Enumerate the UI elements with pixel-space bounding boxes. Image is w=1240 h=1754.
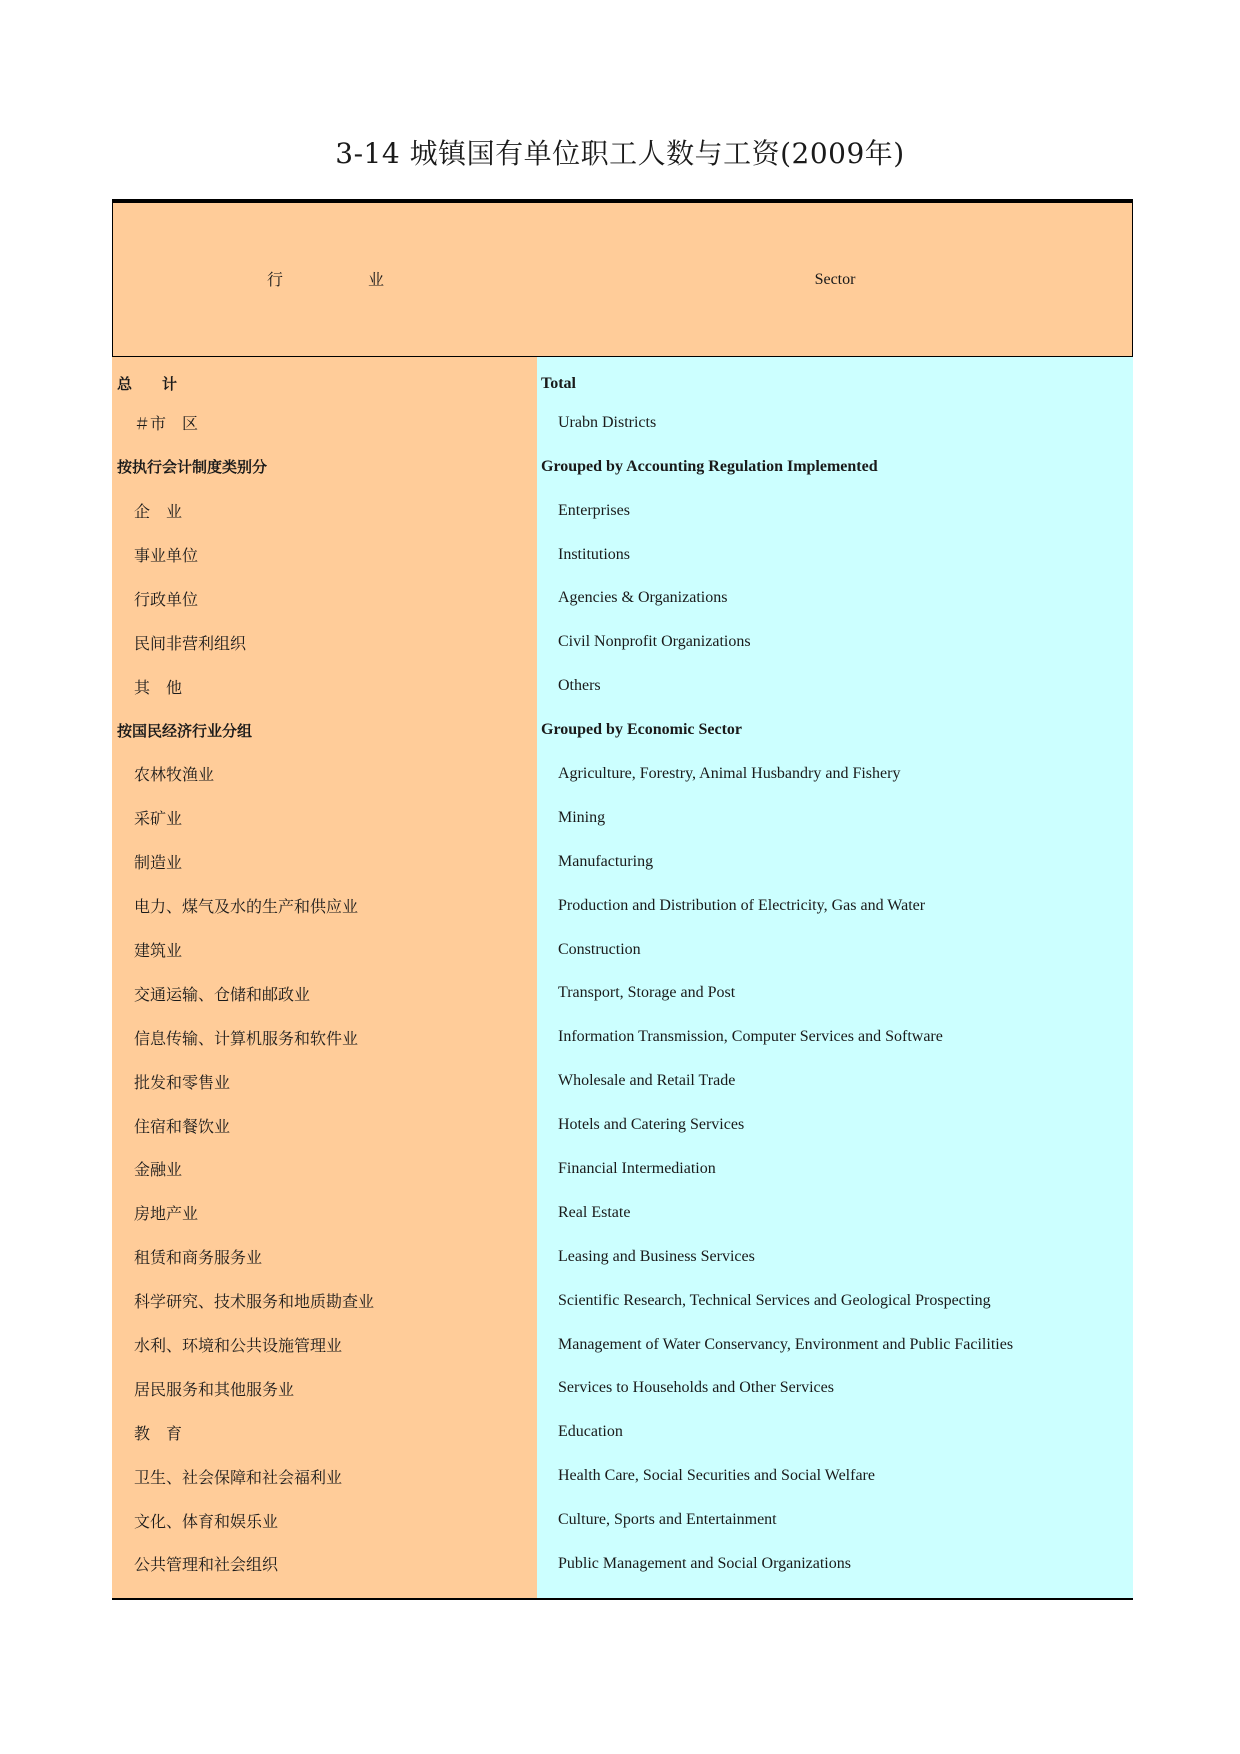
table-row bbox=[112, 1015, 1133, 1059]
sector-name-en: Grouped by Economic Sector bbox=[537, 708, 1133, 752]
sector-name-cn: 公共管理和社会组织 bbox=[112, 1542, 537, 1586]
table-row bbox=[112, 1542, 1133, 1586]
sector-table bbox=[112, 199, 1133, 1600]
sector-name-en: Information Transmission, Computer Services and Software bbox=[537, 1015, 1133, 1059]
sector-name-en: Construction bbox=[537, 928, 1133, 972]
table-header bbox=[112, 203, 1133, 357]
sector-name-cn: 交通运输、仓储和邮政业 bbox=[112, 971, 537, 1015]
table-row bbox=[112, 664, 1133, 708]
sector-name-cn: 信息传输、计算机服务和软件业 bbox=[112, 1015, 537, 1059]
sector-name-en: Agriculture, Forestry, Animal Husbandry and Fishery bbox=[537, 752, 1133, 796]
sector-name-cn: 建筑业 bbox=[112, 928, 537, 972]
sector-name-cn: 采矿业 bbox=[112, 796, 537, 840]
table-row bbox=[112, 1147, 1133, 1191]
table-row bbox=[112, 445, 1133, 489]
sector-name-cn: 制造业 bbox=[112, 840, 537, 884]
table-row bbox=[112, 796, 1133, 840]
sector-name-en: Wholesale and Retail Trade bbox=[537, 1059, 1133, 1103]
sector-name-en: Agencies & Organizations bbox=[537, 576, 1133, 620]
sector-name-en: Total bbox=[537, 357, 1133, 401]
sector-name-cn: 电力、煤气及水的生产和供应业 bbox=[112, 884, 537, 928]
sector-name-en: Others bbox=[537, 664, 1133, 708]
sector-name-cn: 总 计 bbox=[112, 357, 537, 401]
table-row bbox=[112, 533, 1133, 577]
table-row bbox=[112, 1454, 1133, 1498]
sector-name-en: Grouped by Accounting Regulation Implemented bbox=[537, 445, 1133, 489]
sector-name-en: Mining bbox=[537, 796, 1133, 840]
sector-name-cn: 科学研究、技术服务和地质勘查业 bbox=[112, 1279, 537, 1323]
sector-name-cn: 金融业 bbox=[112, 1147, 537, 1191]
table-row bbox=[112, 884, 1133, 928]
sector-name-en: Culture, Sports and Entertainment bbox=[537, 1498, 1133, 1542]
sector-name-cn: 按国民经济行业分组 bbox=[112, 708, 537, 752]
page-title: 3-14 城镇国有单位职工人数与工资(2009年) bbox=[335, 137, 905, 170]
header-sector-en: Sector bbox=[814, 271, 856, 288]
table-row bbox=[112, 1323, 1133, 1367]
sector-name-en: Education bbox=[537, 1410, 1133, 1454]
sector-name-cn: ＃市 区 bbox=[112, 401, 537, 445]
sector-name-en: Management of Water Conservancy, Environment and Public Facilities bbox=[537, 1323, 1133, 1367]
table-row bbox=[112, 708, 1133, 752]
sector-name-en: Transport, Storage and Post bbox=[537, 971, 1133, 1015]
sector-name-cn: 居民服务和其他服务业 bbox=[112, 1366, 537, 1410]
sector-name-cn: 住宿和餐饮业 bbox=[112, 1103, 537, 1147]
table-row bbox=[112, 752, 1133, 796]
sector-name-cn: 房地产业 bbox=[112, 1191, 537, 1235]
header-sector-cn: 行 业 bbox=[266, 270, 385, 289]
padding-en bbox=[537, 1586, 1133, 1598]
sector-name-en: Urabn Districts bbox=[537, 401, 1133, 445]
padding-cn bbox=[112, 1586, 537, 1598]
table-row bbox=[112, 357, 1133, 401]
table-row bbox=[112, 1191, 1133, 1235]
sector-name-en: Hotels and Catering Services bbox=[537, 1103, 1133, 1147]
sector-name-cn: 企 业 bbox=[112, 489, 537, 533]
sector-name-en: Manufacturing bbox=[537, 840, 1133, 884]
table-row bbox=[112, 1498, 1133, 1542]
table-row bbox=[112, 1410, 1133, 1454]
sector-name-cn: 事业单位 bbox=[112, 533, 537, 577]
sector-name-cn: 按执行会计制度类别分 bbox=[112, 445, 537, 489]
table-row bbox=[112, 840, 1133, 884]
sector-name-cn: 其 他 bbox=[112, 664, 537, 708]
sector-name-en: Leasing and Business Services bbox=[537, 1235, 1133, 1279]
table-row bbox=[112, 489, 1133, 533]
sector-name-en: Scientific Research, Technical Services and Geological Prospecting bbox=[537, 1279, 1133, 1323]
table-row bbox=[112, 928, 1133, 972]
sector-name-cn: 农林牧渔业 bbox=[112, 752, 537, 796]
table-row bbox=[112, 971, 1133, 1015]
sector-name-cn: 水利、环境和公共设施管理业 bbox=[112, 1323, 537, 1367]
sector-name-cn: 文化、体育和娱乐业 bbox=[112, 1498, 537, 1542]
sector-name-en: Enterprises bbox=[537, 489, 1133, 533]
table-row bbox=[112, 576, 1133, 620]
table-row bbox=[112, 1059, 1133, 1103]
bottom-rule bbox=[112, 1598, 1133, 1600]
sector-name-en: Production and Distribution of Electricity, Gas and Water bbox=[537, 884, 1133, 928]
sector-name-cn: 批发和零售业 bbox=[112, 1059, 537, 1103]
table-row bbox=[112, 1366, 1133, 1410]
sector-name-en: Institutions bbox=[537, 533, 1133, 577]
table-row bbox=[112, 1235, 1133, 1279]
sector-name-en: Public Management and Social Organizations bbox=[537, 1542, 1133, 1586]
table-bottom-padding bbox=[112, 1586, 1133, 1598]
sector-name-cn: 民间非营利组织 bbox=[112, 620, 537, 664]
sector-name-en: Real Estate bbox=[537, 1191, 1133, 1235]
sector-name-en: Health Care, Social Securities and Social Welfare bbox=[537, 1454, 1133, 1498]
sector-name-cn: 卫生、社会保障和社会福利业 bbox=[112, 1454, 537, 1498]
table-row bbox=[112, 401, 1133, 445]
sector-name-cn: 行政单位 bbox=[112, 576, 537, 620]
table-row bbox=[112, 1103, 1133, 1147]
sector-name-cn: 租赁和商务服务业 bbox=[112, 1235, 537, 1279]
sector-name-en: Financial Intermediation bbox=[537, 1147, 1133, 1191]
sector-name-en: Civil Nonprofit Organizations bbox=[537, 620, 1133, 664]
table-row bbox=[112, 1279, 1133, 1323]
table-body bbox=[112, 357, 1133, 1586]
sector-name-en: Services to Households and Other Services bbox=[537, 1366, 1133, 1410]
sector-name-cn: 教 育 bbox=[112, 1410, 537, 1454]
table-row bbox=[112, 620, 1133, 664]
